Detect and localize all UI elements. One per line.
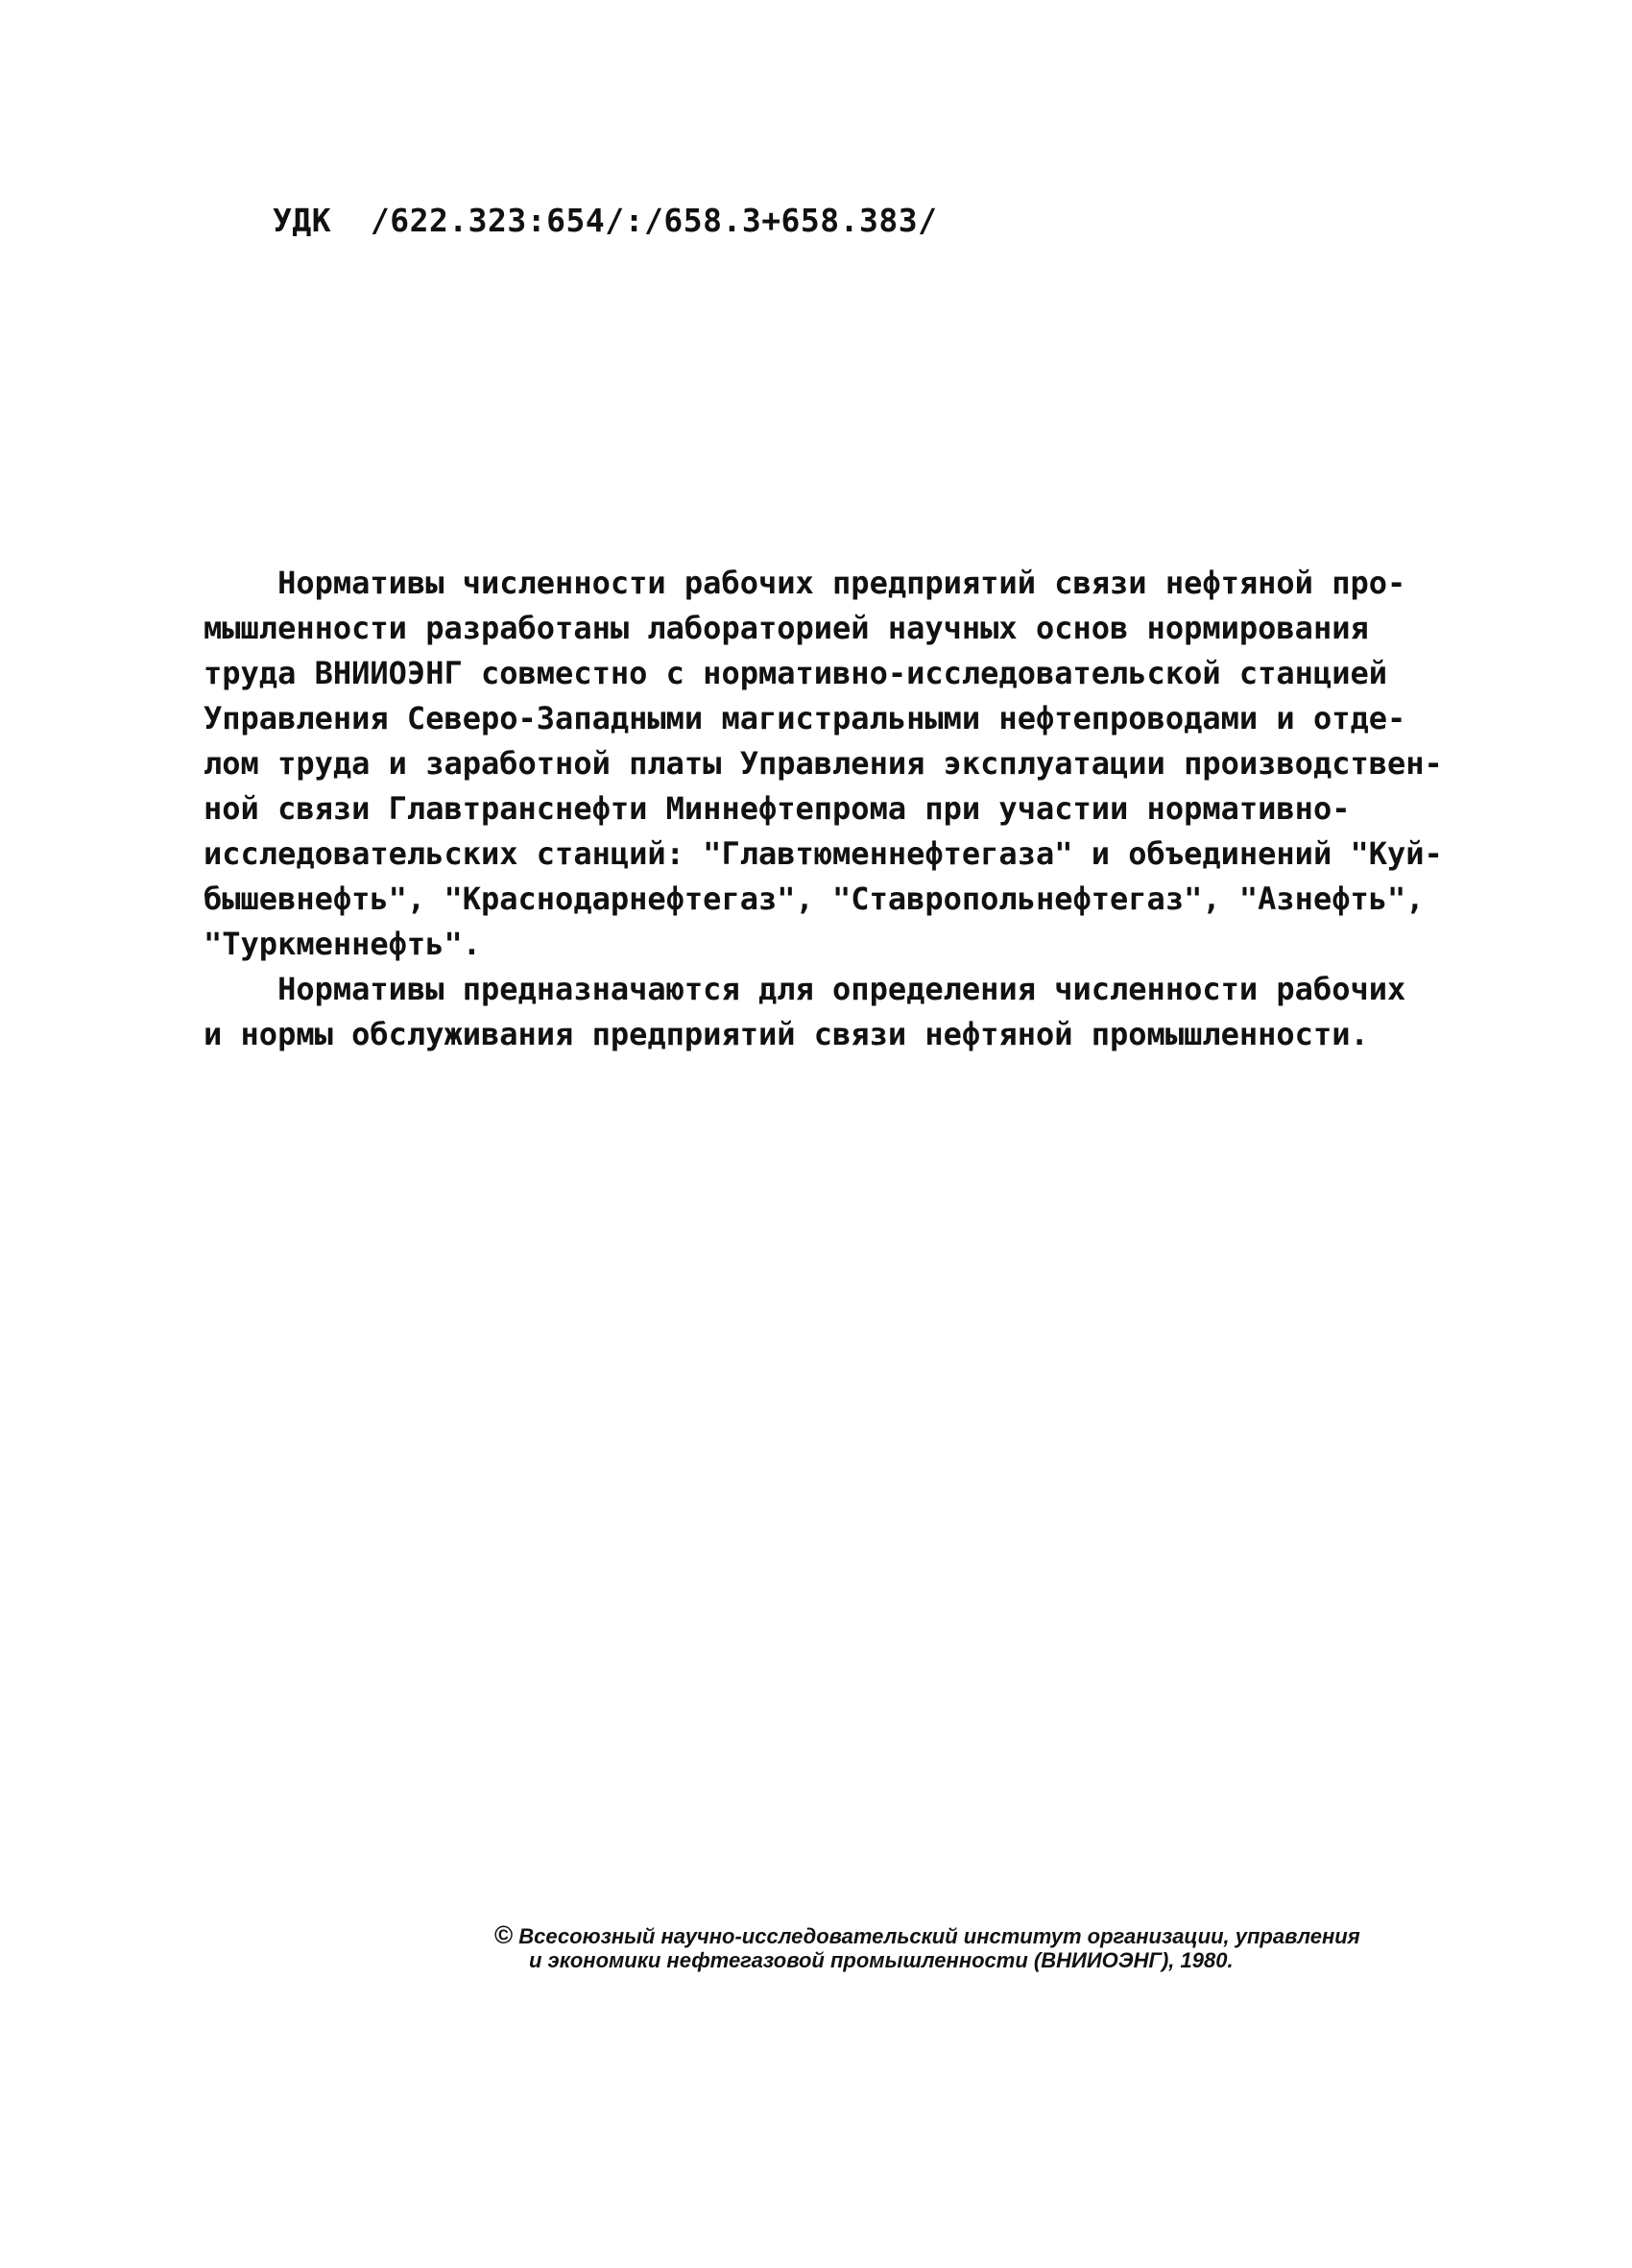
text-line: мышленности разработаны лабораторией научных основ нормирования [204, 610, 1369, 646]
text-line: Нормативы численности рабочих предприятий связи нефтяной про- [204, 565, 1406, 601]
text-line: исследовательских станций: "Главтюменнефтегаза" и объединений "Куй- [204, 835, 1443, 872]
text-line: лом труда и заработной платы Управления эксплуатации производствен- [204, 745, 1443, 782]
text-line: Управления Северо-Западными магистральными нефтепроводами и отде- [204, 700, 1406, 736]
copyright-text-1: Всесоюзный научно-исследовательский институт организации, управления [513, 1924, 1360, 1948]
copyright-icon: © [494, 1920, 514, 1949]
paragraph-1 [204, 561, 1443, 967]
text-line: бышевнефть", "Краснодарнефтегаз", "Ставропольнефтегаз", "Азнефть", [204, 881, 1425, 917]
text-line: "Туркменнефть". [204, 926, 481, 962]
text-line: труда ВНИИОЭНГ совместно с нормативно-исследовательской станцией [204, 655, 1387, 691]
paragraph-2 [204, 967, 1413, 1057]
text-line: Нормативы предназначаются для определения численности рабочих [204, 971, 1406, 1007]
udk-classification: УДК /622.323:654/:/658.3+658.383/ [273, 202, 938, 239]
text-line: и нормы обслуживания предприятий связи нефтяной промышленности. [204, 1016, 1369, 1052]
copyright-line-2: и экономики нефтегазовой промышленности (ВНИИОЭНГ), 1980. [529, 1948, 1234, 1972]
copyright-line-1 [494, 1920, 1474, 1949]
main-text [204, 561, 1443, 1057]
copyright-notice [494, 1920, 1474, 1972]
text-line: ной связи Главтранснефти Миннефтепрома при участии нормативно- [204, 790, 1351, 827]
